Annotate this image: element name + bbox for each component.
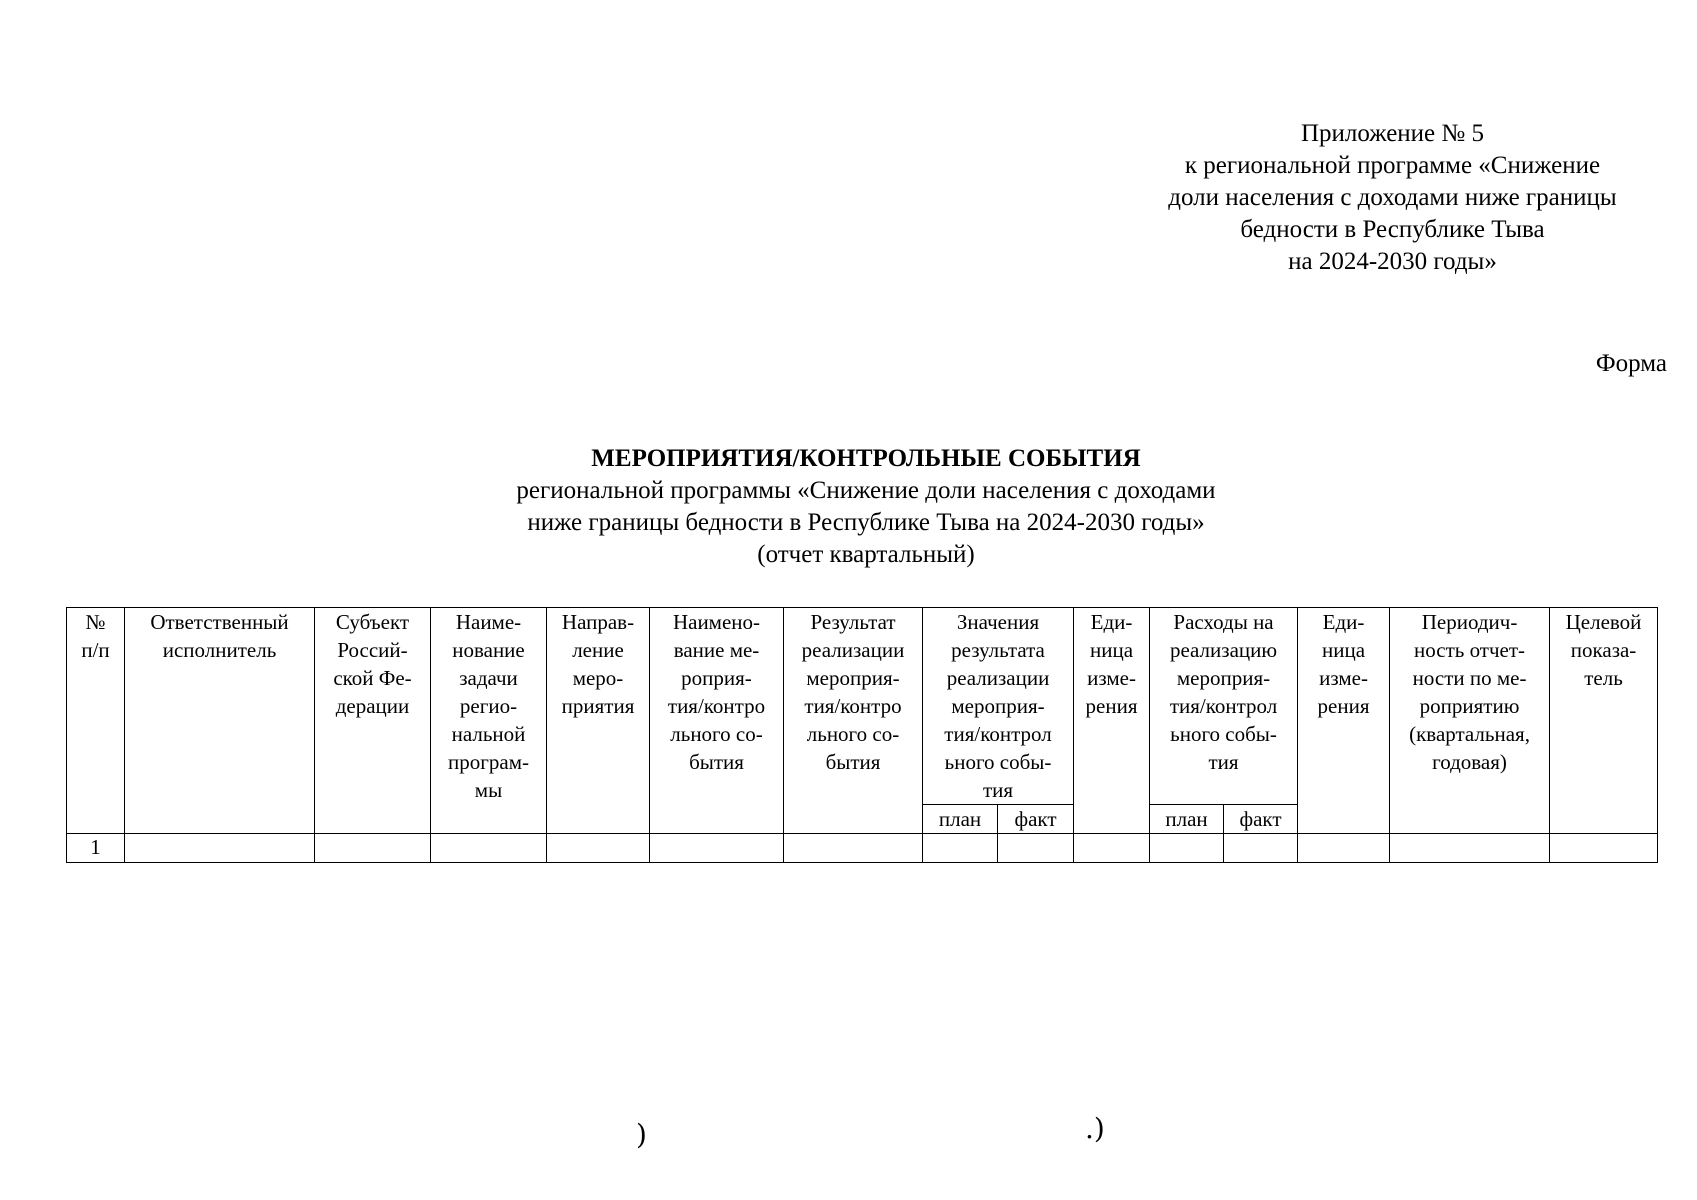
header-direction: Направ- ление меро- приятия (547, 608, 650, 834)
cell-direction (547, 834, 650, 863)
appendix-line: Приложение № 5 (1300, 120, 1485, 147)
cell-target (1550, 834, 1658, 863)
scan-mark: .) (1085, 1112, 1105, 1145)
cell-task (431, 834, 547, 863)
cell-result (784, 834, 923, 863)
cell-values-fact (998, 834, 1074, 863)
title-line: региональной программы «Снижение доли населения с доходами (516, 477, 1216, 504)
header-num: № п/п (67, 608, 125, 834)
events-table (66, 607, 1658, 863)
subheader-fact: факт (1224, 805, 1298, 834)
header-event-name: Наимено- вание ме- роприя- тия/контро льного со- бытия (650, 608, 784, 834)
table-row (67, 834, 1658, 863)
header-unit: Еди- ница изме- рения (1298, 608, 1390, 834)
header-values: Значения результата реализации мероприя- тия/контрол ьного собы- тия (923, 608, 1074, 805)
cell-values-plan (923, 834, 998, 863)
subheader-plan: план (1150, 805, 1224, 834)
appendix-line: к региональной программе «Снижение (1184, 152, 1601, 179)
cell-expenses-fact (1224, 834, 1298, 863)
scan-mark: ) (636, 1118, 647, 1151)
title-main: МЕРОПРИЯТИЯ/КОНТРОЛЬНЫЕ СОБЫТИЯ (591, 445, 1141, 472)
subheader-plan: план (923, 805, 998, 834)
appendix-line: бедности в Республике Тыва (1240, 216, 1545, 243)
header-subject: Субъект Россий- ской Фе- дерации (315, 608, 431, 834)
appendix-line: доли населения с доходами ниже границы (1168, 184, 1617, 211)
header-task: Наиме- нование задачи регио- нальной програм- мы (431, 608, 547, 834)
subheader-fact: факт (998, 805, 1074, 834)
cell-expenses-plan (1150, 834, 1224, 863)
header-expenses: Расходы на реализацию мероприя- тия/контрол ьного собы- тия (1150, 608, 1298, 805)
appendix-note (1125, 118, 1660, 278)
document-title (0, 443, 1697, 571)
form-label: Форма (1595, 350, 1667, 377)
cell-periodicity (1390, 834, 1550, 863)
cell-unit (1074, 834, 1150, 863)
cell-event-name (650, 834, 784, 863)
header-target: Целевой показа- тель (1550, 608, 1658, 834)
cell-num: 1 (67, 834, 125, 863)
header-periodicity: Периодич- ность отчет- ности по ме- роприятию (квартальная, годовая) (1390, 608, 1550, 834)
header-responsible: Ответственный исполнитель (125, 608, 315, 834)
title-line: ниже границы бедности в Республике Тыва на 2024-2030 годы» (527, 509, 1205, 536)
appendix-line: на 2024-2030 годы» (1288, 248, 1497, 275)
header-result: Результат реализации мероприя- тия/контро льного со- бытия (784, 608, 923, 834)
cell-unit (1298, 834, 1390, 863)
cell-responsible (125, 834, 315, 863)
title-line: (отчет квартальный) (757, 541, 975, 568)
cell-subject (315, 834, 431, 863)
table-header-row (67, 608, 1658, 805)
header-unit: Еди- ница изме- рения (1074, 608, 1150, 834)
